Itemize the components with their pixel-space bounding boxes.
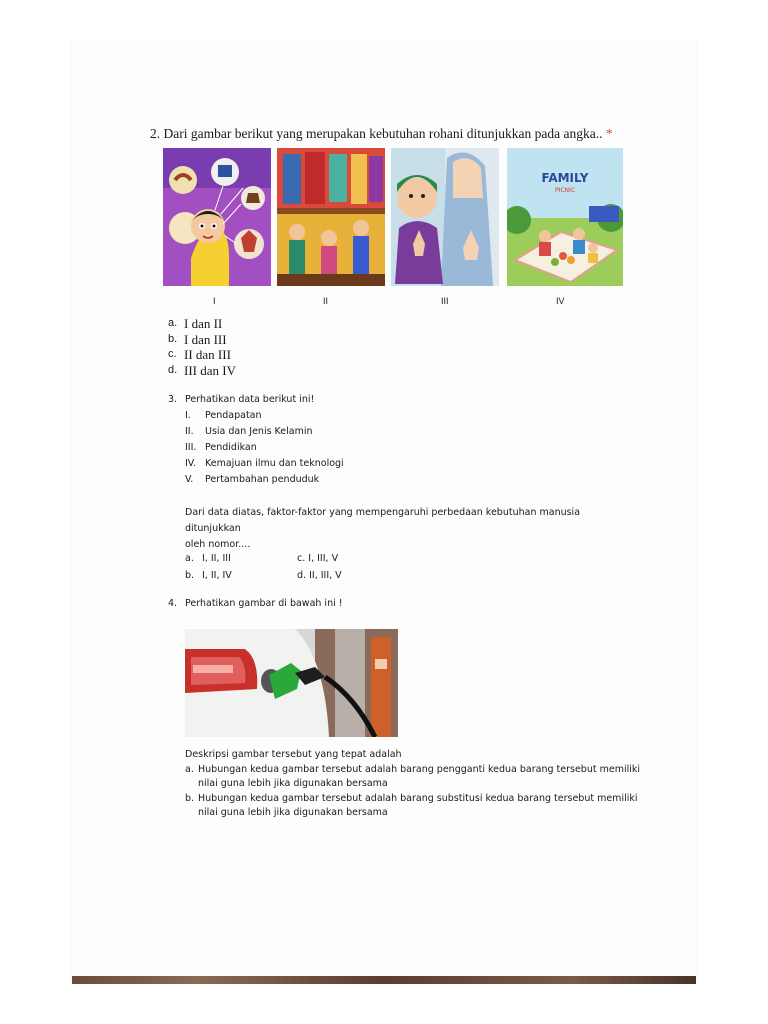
question-3-number: 3. [168, 394, 178, 405]
option-text: I dan III [184, 331, 227, 347]
question-3-option-a[interactable] [185, 550, 297, 567]
question-4-number: 4. [168, 598, 178, 609]
question-2-title [150, 126, 613, 142]
question-3 [168, 392, 344, 488]
option-text: I, III, V [308, 553, 339, 564]
question-2-option[interactable] [168, 332, 236, 348]
question-4-option-a[interactable] [185, 763, 645, 792]
question-4-option-b[interactable] [185, 792, 645, 821]
list-item-text: Usia dan Jenis Kelamin [205, 426, 313, 437]
family-picnic-illustration [507, 148, 623, 286]
picture-label-2: II [323, 296, 329, 306]
child-thinking-needs-illustration [163, 148, 271, 286]
option-text-line-2: nilai guna lebih jika digunakan bersama [198, 807, 388, 818]
list-item [185, 440, 344, 456]
list-item-text: Pertambahan penduduk [205, 474, 320, 485]
question-3-prompt-line-2: oleh nomor.... [185, 539, 251, 550]
option-text-line-2: nilai guna lebih jika digunakan bersama [198, 778, 388, 789]
option-text: I dan II [184, 316, 223, 331]
option-text-line-1: Hubungan kedua gambar tersebut adalah barang pengganti kedua barang tersebut memiliki [198, 763, 641, 775]
praying-people-illustration [391, 148, 499, 286]
option-letter: b. [168, 332, 178, 345]
car-fuel-nozzle-photo [185, 629, 398, 737]
question-4-title [168, 598, 343, 609]
option-letter: c. [297, 553, 306, 564]
list-item-numeral: V. [185, 474, 194, 485]
question-2-options [168, 316, 236, 378]
option-text: I, II, III [202, 553, 231, 564]
question-3-option-c[interactable] [297, 550, 338, 567]
option-letter: b. [185, 792, 195, 804]
question-2-number: 2. [150, 126, 161, 141]
option-letter: a. [185, 553, 194, 564]
question-3-data-list [185, 408, 344, 488]
picture-label-3: III [441, 296, 449, 306]
list-item [185, 472, 344, 488]
list-item-numeral: IV. [185, 458, 197, 469]
option-text: I, II, IV [202, 570, 232, 581]
list-item [185, 456, 344, 472]
list-item-text: Pendidikan [205, 442, 257, 453]
list-item-numeral: III. [185, 442, 197, 453]
option-letter: a. [168, 317, 178, 329]
question-3-options [185, 550, 342, 584]
question-2-option[interactable] [168, 363, 236, 379]
question-3-option-d[interactable] [297, 567, 342, 584]
list-item-text: Kemajuan ilmu dan teknologi [205, 458, 344, 469]
option-letter: c. [168, 348, 177, 360]
picnic-caption-title: FAMILY [541, 171, 589, 185]
list-item [185, 408, 344, 424]
option-text-line-1: Hubungan kedua gambar tersebut adalah barang substitusi kedua barang tersebut memiliki [198, 792, 638, 804]
option-text: II, III, V [309, 570, 342, 581]
question-2-text: Dari gambar berikut yang merupakan kebutuhan rohani ditunjukkan pada angka.. [163, 126, 603, 141]
table-edge [72, 976, 696, 984]
required-mark: * [605, 126, 613, 141]
option-letter: a. [185, 763, 194, 775]
question-3-prompt-line-1: Dari data diatas, faktor-faktor yang mempengaruhi perbedaan kebutuhan manusia ditunjukkan [185, 507, 581, 534]
list-item-numeral: I. [185, 410, 191, 421]
list-item [185, 424, 344, 440]
list-item-numeral: II. [185, 426, 194, 437]
picnic-caption-sub: PICNIC [554, 187, 576, 194]
picture-label-4: IV [556, 296, 565, 306]
clothing-store-illustration [277, 148, 385, 286]
question-4-body [185, 748, 645, 821]
question-4-prompt: Deskripsi gambar tersebut yang tepat adalah [185, 749, 402, 760]
option-letter: d. [297, 570, 307, 581]
question-2-option[interactable] [168, 347, 236, 363]
option-letter: b. [185, 570, 195, 581]
picture-label-1: I [213, 296, 216, 306]
option-text: II dan III [184, 347, 231, 362]
question-3-option-b[interactable] [185, 567, 297, 584]
option-letter: d. [168, 363, 178, 376]
question-2-option[interactable] [168, 316, 236, 332]
list-item-text: Pendapatan [205, 410, 262, 421]
option-text: III dan IV [184, 362, 236, 378]
question-3-prompt [185, 505, 635, 553]
question-3-text: Perhatikan data berikut ini! [185, 394, 315, 405]
question-4-text: Perhatikan gambar di bawah ini ! [185, 598, 343, 609]
